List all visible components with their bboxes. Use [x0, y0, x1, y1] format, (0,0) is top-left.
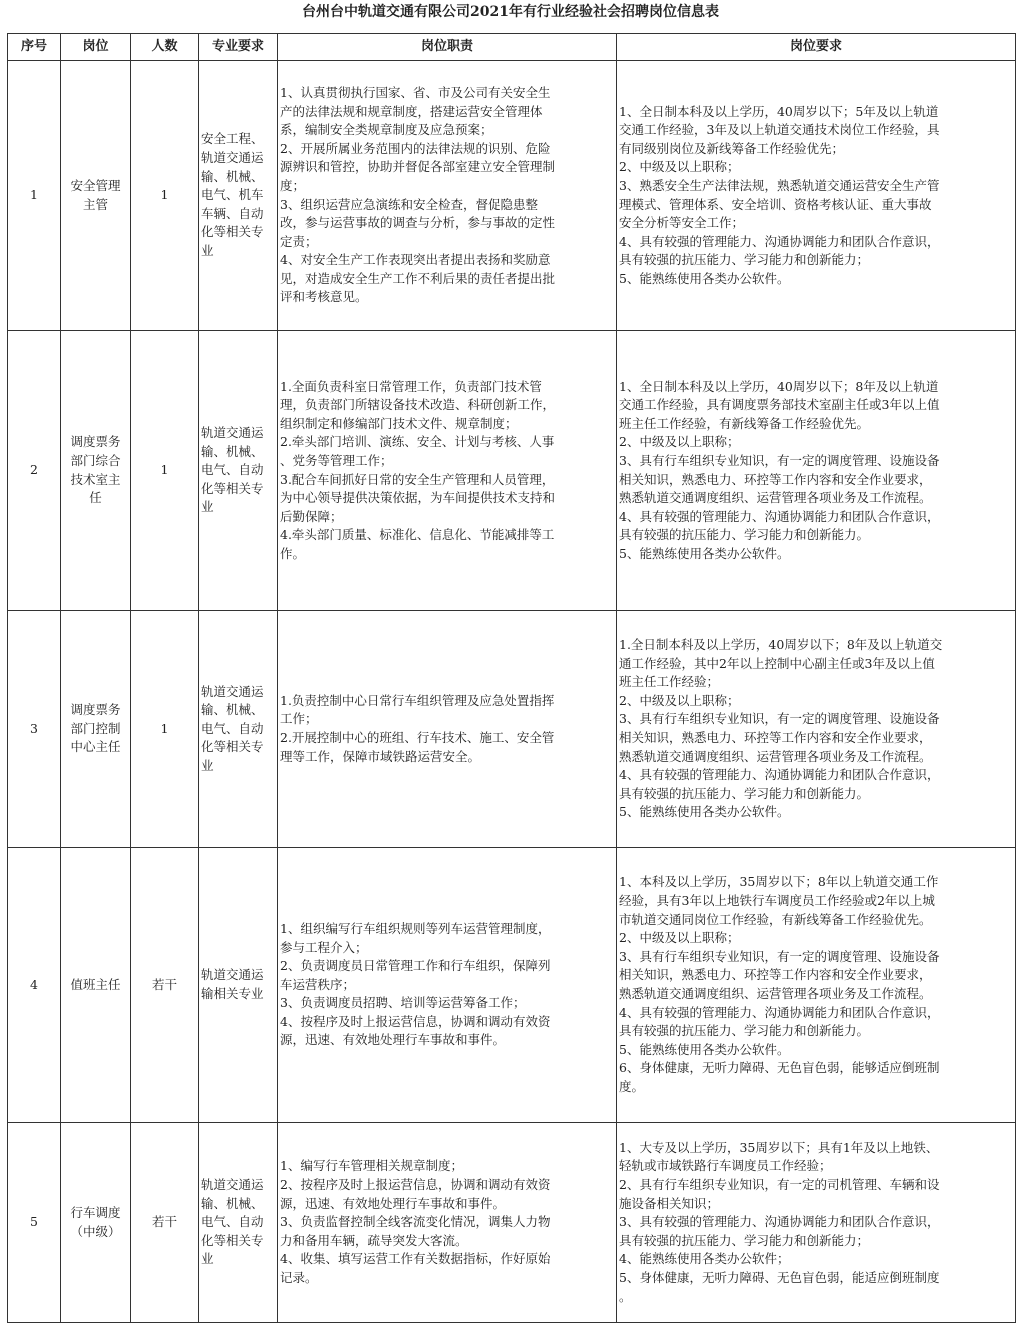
cell-requirements: 1、全日制本科及以上学历，40周岁以下；5年及以上轨道 交通工作经验，3年及以上轨道交通技术岗位工作经验，具 有同级别岗位及新线筹备工作经验优先； 2、中级及以上职称； 3、熟悉安全生产法律法规，熟悉轨道交通运营安全生产管 理模式、管理体系、安全培训、资格考核认证、重大事故 安全分析等安全工作； 4、具有较强的管理能力、沟通协调能力和团队合作意识， 具有较强的抗压能力、学习能力和创新能力； 5、能熟练使用各类办公软件。 [617, 61, 1016, 331]
cell-duties: 1.负责控制中心日常行车组织管理及应急处置指挥 工作； 2.开展控制中心的班组、行车技术、施工、安全管 理等工作，保障市域铁路运营安全。 [278, 611, 617, 848]
cell-requirements: 1、本科及以上学历，35周岁以下；8年以上轨道交通工作 经验，具有3年以上地铁行车调度员工作经验或2年以上城 市轨道交通同岗位工作经验，有新线筹备工作经验优先。 2、中级及以上职称； 3、具有行车组织专业知识，有一定的调度管理、设施设备 相关知识，熟悉电力、环控等工作内容和安全作业要求， 熟悉轨道交通调度组织、运营管理各项业务及工作流程。 4、具有较强的管理能力、沟通协调能力和团队合作意识， 具有较强的抗压能力、学习能力和创新能力。 5、能熟练使用各类办公软件。 6、身体健康，无听力障碍、无色盲色弱，能够适应倒班制 度。 [617, 848, 1016, 1123]
header-no: 序号 [8, 34, 61, 61]
header-major: 专业要求 [199, 34, 278, 61]
cell-major: 轨道交通运 输相关专业 [199, 848, 278, 1123]
header-requirements: 岗位要求 [617, 34, 1016, 61]
cell-duties: 1、编写行车管理相关规章制度； 2、按程序及时上报运营信息，协调和调动有效资 源，迅速、有效地处理行车事故和事件。 3、负责监督控制全线客流变化情况，调集人力物 力和备用车辆，疏导突发大客流。 4、收集、填写运营工作有关数据指标，作好原始 记录。 [278, 1123, 617, 1323]
cell-no: 5 [8, 1123, 61, 1323]
cell-requirements: 1、大专及以上学历，35周岁以下；具有1年及以上地铁、 轻轨或市域铁路行车调度员工作经验； 2、具有行车组织专业知识，有一定的司机管理、车辆和设 施设备相关知识； 3、具有较强的管理能力、沟通协调能力和团队合作意识， 具有较强的抗压能力、学习能力和创新能力； 4、能熟练使用各类办公软件； 5、身体健康，无听力障碍、无色盲色弱，能适应倒班制度 。 [617, 1123, 1016, 1323]
cell-major: 安全工程、 轨道交通运 输、机械、 电气、机车 车辆、自动 化等相关专 业 [199, 61, 278, 331]
cell-position: 行车调度 （中级） [61, 1123, 131, 1323]
cell-count: 1 [131, 611, 199, 848]
job-table [7, 33, 1016, 1323]
cell-major: 轨道交通运 输、机械、 电气、自动 化等相关专 业 [199, 331, 278, 611]
cell-requirements: 1、全日制本科及以上学历，40周岁以下；8年及以上轨道 交通工作经验，具有调度票务部技术室副主任或3年以上值 班主任工作经验，有新线筹备工作经验优先。 2、中级及以上职称； 3、具有行车组织专业知识，有一定的调度管理、设施设备 相关知识，熟悉电力、环控等工作内容和安全作业要求， 熟悉轨道交通调度组织、运营管理各项业务及工作流程。 4、具有较强的管理能力、沟通协调能力和团队合作意识， 具有较强的抗压能力、学习能力和创新能力。 5、能熟练使用各类办公软件。 [617, 331, 1016, 611]
cell-no: 1 [8, 61, 61, 331]
header-count: 人数 [131, 34, 199, 61]
cell-duties: 1.全面负责科室日常管理工作，负责部门技术管 理，负责部门所辖设备技术改造、科研创新工作， 组织制定和修编部门技术文件、规章制度； 2.牵头部门培训、演练、安全、计划与考核、人事 、党务等管理工作； 3.配合车间抓好日常的安全生产管理和人员管理， 为中心领导提供决策依据，为车间提供技术支持和 后勤保障； 4.牵头部门质量、标准化、信息化、节能减排等工 作。 [278, 331, 617, 611]
cell-position: 值班主任 [61, 848, 131, 1123]
cell-requirements: 1.全日制本科及以上学历，40周岁以下；8年及以上轨道交 通工作经验，其中2年以上控制中心副主任或3年及以上值 班主任工作经验； 2、中级及以上职称； 3、具有行车组织专业知识，有一定的调度管理、设施设备 相关知识，熟悉电力、环控等工作内容和安全作业要求， 熟悉轨道交通调度组织、运营管理各项业务及工作流程。 4、具有较强的管理能力、沟通协调能力和团队合作意识， 具有较强的抗压能力、学习能力和创新能力。 5、能熟练使用各类办公软件。 [617, 611, 1016, 848]
page-title: 台州台中轨道交通有限公司2021年有行业经验社会招聘岗位信息表 [302, 4, 719, 20]
cell-count: 若干 [131, 1123, 199, 1323]
header-row [8, 34, 1016, 61]
cell-no: 3 [8, 611, 61, 848]
cell-position: 安全管理 主管 [61, 61, 131, 331]
cell-count: 1 [131, 331, 199, 611]
cell-major: 轨道交通运 输、机械、 电气、自动 化等相关专 业 [199, 611, 278, 848]
table-row [8, 1123, 1016, 1323]
header-position: 岗位 [61, 34, 131, 61]
table-row [8, 611, 1016, 848]
cell-count: 1 [131, 61, 199, 331]
cell-duties: 1、认真贯彻执行国家、省、市及公司有关安全生 产的法律法规和规章制度，搭建运营安全管理体 系，编制安全类规章制度及应急预案； 2、开展所属业务范围内的法律法规的识别、危险 源辨识和管控，协助并督促各部室建立安全管理制 度； 3、组织运营应急演练和安全检查，督促隐患整 改，参与运营事故的调查与分析，参与事故的定性 定责； 4、对安全生产工作表现突出者提出表扬和奖励意 见，对造成安全生产工作不利后果的责任者提出批 评和考核意见。 [278, 61, 617, 331]
table-row [8, 61, 1016, 331]
cell-position: 调度票务 部门综合 技术室主 任 [61, 331, 131, 611]
cell-no: 2 [8, 331, 61, 611]
table-row [8, 848, 1016, 1123]
cell-no: 4 [8, 848, 61, 1123]
cell-major: 轨道交通运 输、机械、 电气、自动 化等相关专 业 [199, 1123, 278, 1323]
cell-duties: 1、组织编写行车组织规则等列车运营管理制度， 参与工程介入； 2、负责调度员日常管理工作和行车组织，保障列 车运营秩序； 3、负责调度员招聘、培训等运营筹备工作； 4、按程序及时上报运营信息，协调和调动有效资 源，迅速、有效地处理行车事故和事件。 [278, 848, 617, 1123]
cell-position: 调度票务 部门控制 中心主任 [61, 611, 131, 848]
cell-count: 若干 [131, 848, 199, 1123]
header-duties: 岗位职责 [278, 34, 617, 61]
table-row [8, 331, 1016, 611]
